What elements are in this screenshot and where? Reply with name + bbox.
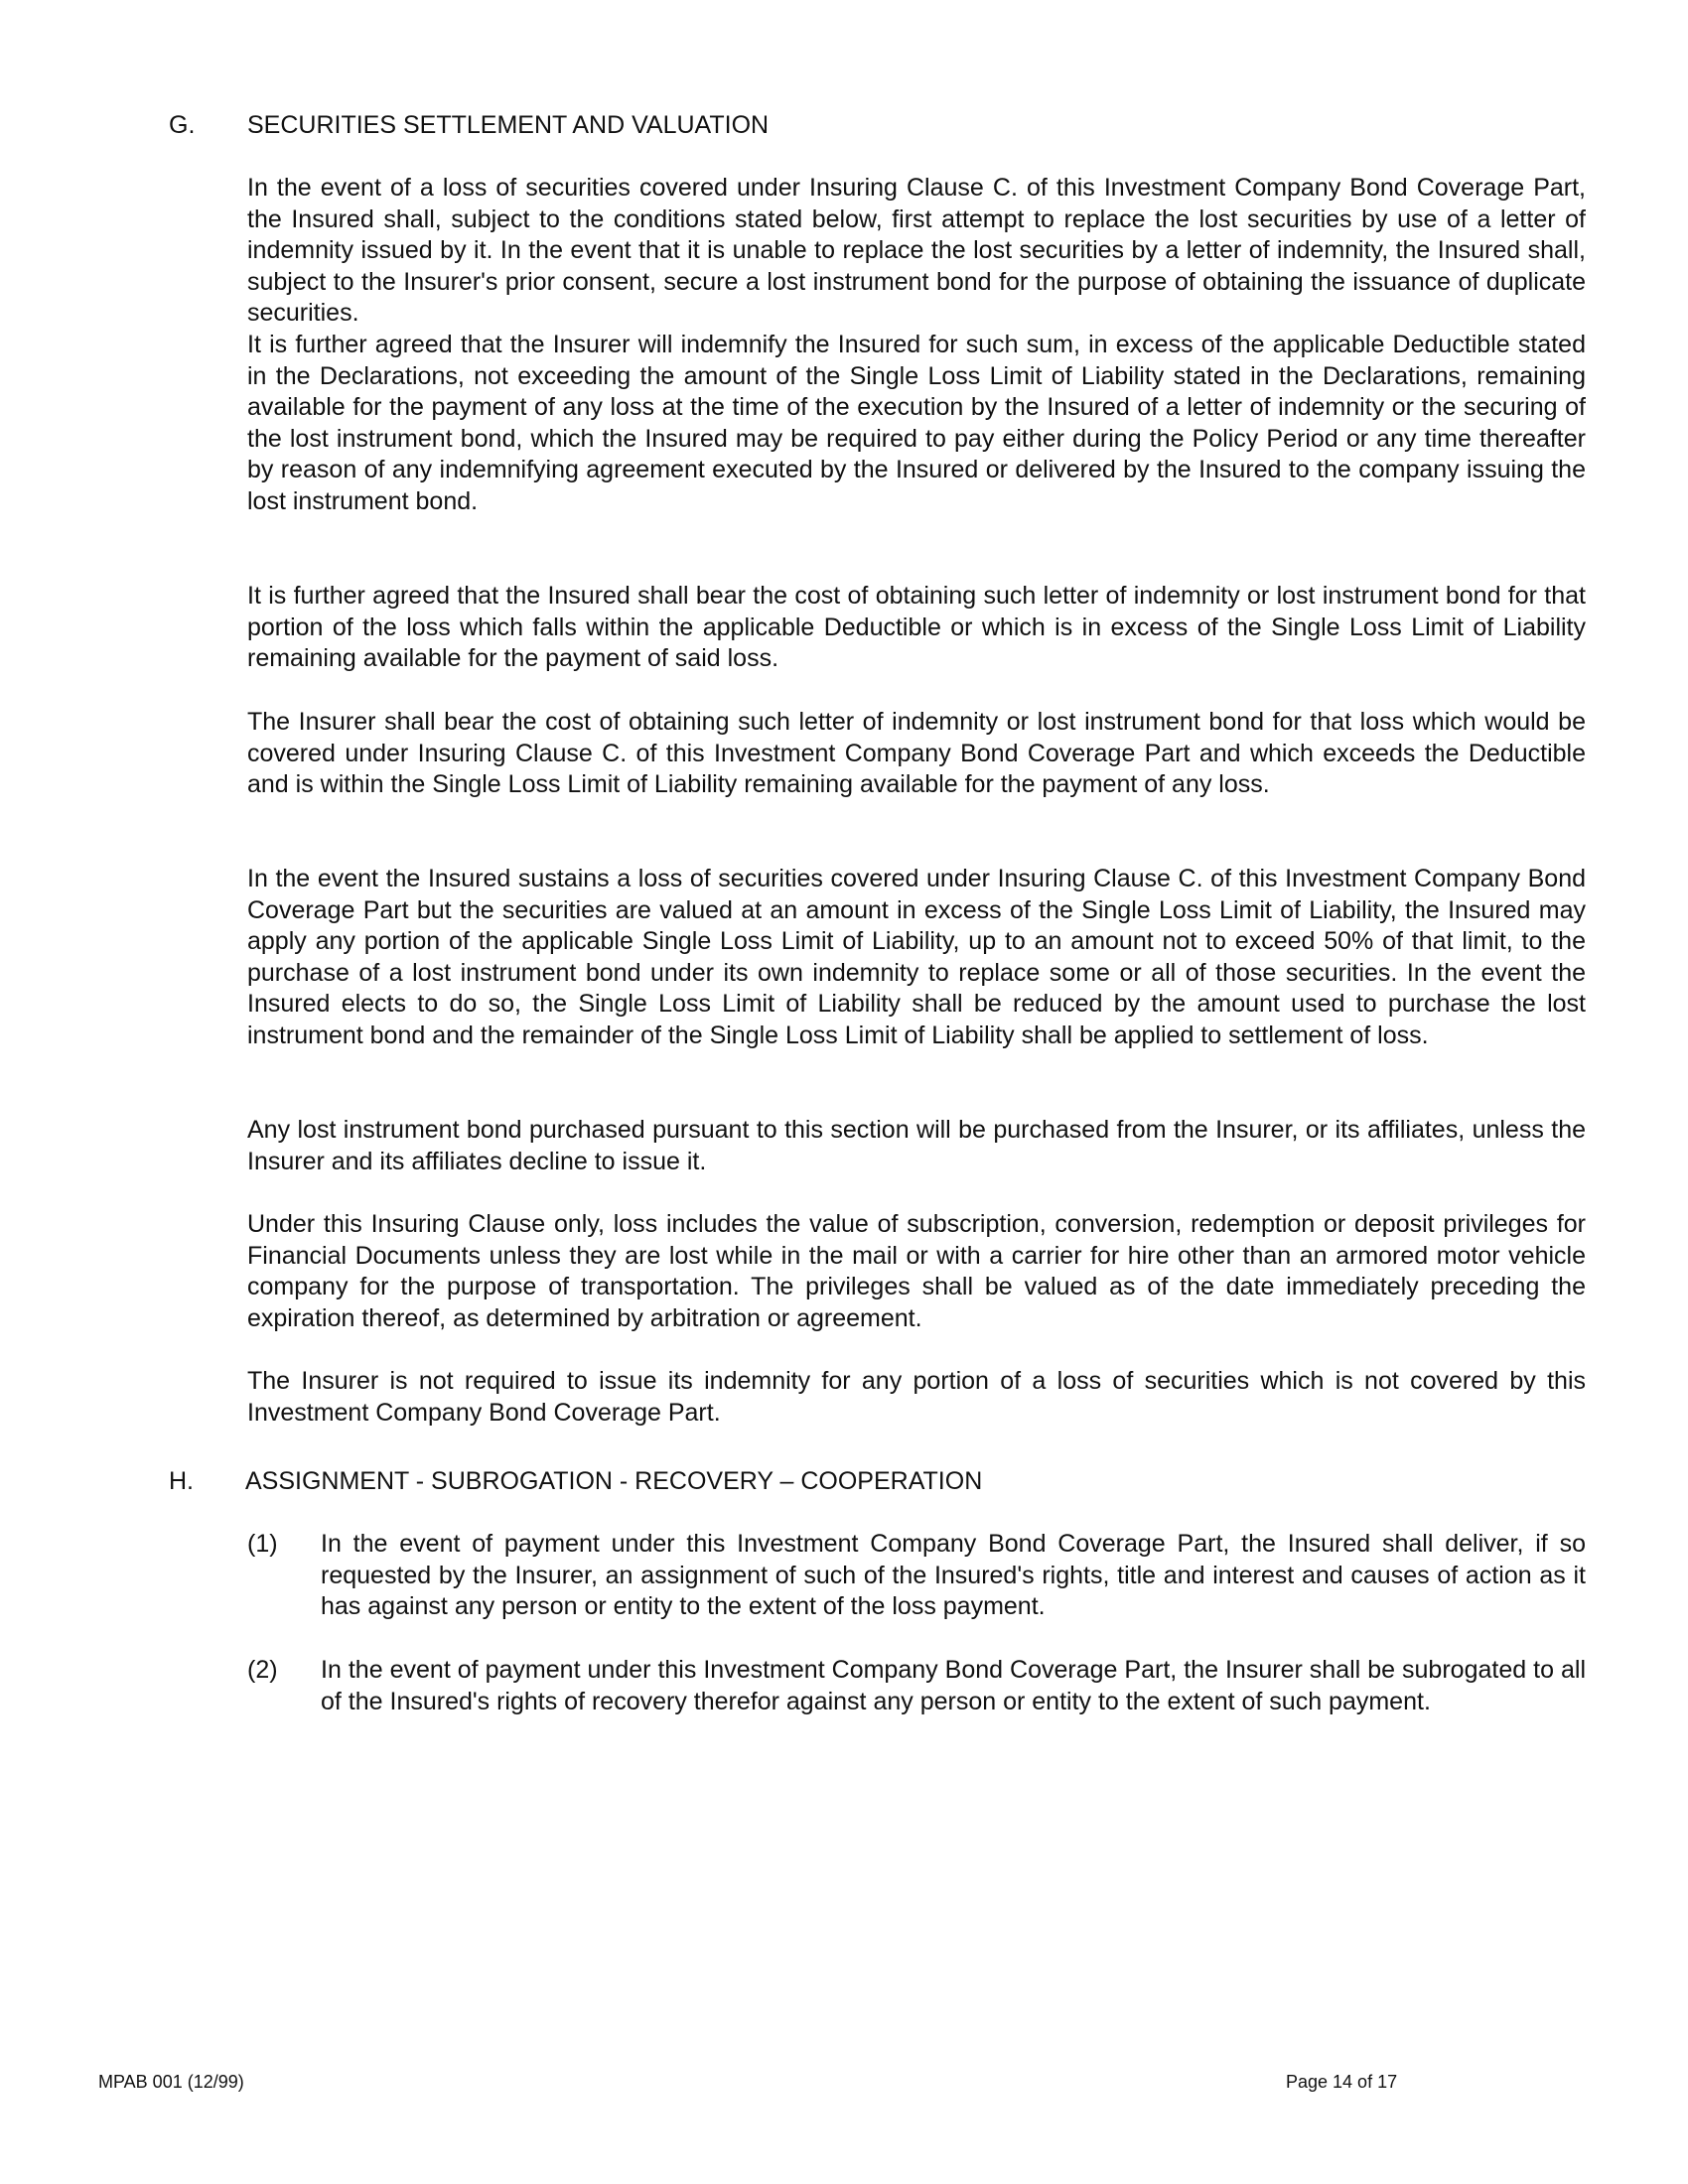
section-letter: G. xyxy=(169,111,196,139)
paragraph: It is further agreed that the Insurer will indemnify the Insured for such sum, in excess of the applicable Deductible stated in the Declarations, not exceeding the amount of the Single Loss Limit of Liability stated in the Declarations, remaining available for the payment of any loss at the time of the execution by the Insured of a letter of indemnity or the securing of the lost instrument bond, which the Insured may be required to pay either during the Policy Period or any time thereafter by reason of any indemnifying agreement executed by the Insured or delivered by the Insured to the company issuing the lost instrument bond. xyxy=(247,331,1586,515)
form-id: MPAB 001 (12/99) xyxy=(98,2072,244,2092)
paragraph: It is further agreed that the Insured shall bear the cost of obtaining such letter of indemnity or lost instrument bond for that portion of the loss which falls within the applicable Deductible or which is in excess of the Single Loss Limit of Liability remaining available for the payment of said loss. xyxy=(247,582,1586,673)
item-text: In the event of payment under this Investment Company Bond Coverage Part, the Insurer shall be subrogated to all of the Insured's rights of recovery therefor against any person or entity to the extent of such payment. xyxy=(321,1656,1586,1715)
paragraph: In the event the Insured sustains a loss of securities covered under Insuring Clause C. of this Investment Company Bond Coverage Part but the securities are valued at an amount in excess of the Single Loss Limit of Liability, the Insured may apply any portion of the applicable Single Loss Limit of Liability, up to an amount not to exceed 50% of that limit, to the purchase of a lost instrument bond under its own indemnity to replace some or all of those securities. In the event the Insured elects to do so, the Single Loss Limit of Liability shall be reduced by the amount used to purchase the lost instrument bond and the remainder of the Single Loss Limit of Liability shall be applied to settlement of loss. xyxy=(247,865,1586,1049)
item-number: (1) xyxy=(247,1530,278,1558)
numbered-item xyxy=(247,1529,1586,1623)
paragraph: The Insurer shall bear the cost of obtaining such letter of indemnity or lost instrument bond for that loss which would be covered under Insuring Clause C. of this Investment Company Bond Coverage Part and which exceeds the Deductible and is within the Single Loss Limit of Liability remaining available for the payment of any loss. xyxy=(247,708,1586,799)
item-text: In the event of payment under this Investment Company Bond Coverage Part, the Insured shall deliver, if so requested by the Insurer, an assignment of such of the Insured's rights, title and interest and causes of action as it has against any person or entity to the extent of the loss payment. xyxy=(321,1530,1586,1621)
paragraph: Under this Insuring Clause only, loss includes the value of subscription, conversion, redemption or deposit privileges for Financial Documents unless they are lost while in the mail or with a carrier for hire other than an armored motor vehicle company for the purpose of transportation. The privileges shall be valued as of the date immediately preceding the expiration thereof, as determined by arbitration or agreement. xyxy=(247,1210,1586,1332)
paragraph: In the event of a loss of securities covered under Insuring Clause C. of this Investment Company Bond Coverage Part, the Insured shall, subject to the conditions stated below, first attempt to replace the lost securities by use of a letter of indemnity issued by it. In the event that it is unable to replace the lost securities by a letter of indemnity, the Insured shall, subject to the Insurer's prior consent, secure a lost instrument bond for the purpose of obtaining the issuance of duplicate securities. xyxy=(247,174,1586,328)
section-title: ASSIGNMENT - SUBROGATION - RECOVERY – COOPERATION xyxy=(245,1467,983,1495)
paragraph: The Insurer is not required to issue its indemnity for any portion of a loss of securities which is not covered by this Investment Company Bond Coverage Part. xyxy=(247,1367,1586,1427)
item-number: (2) xyxy=(247,1656,278,1684)
section-letter: H. xyxy=(169,1467,194,1495)
paragraph: Any lost instrument bond purchased pursuant to this section will be purchased from the Insurer, or its affiliates, unless the Insurer and its affiliates decline to issue it. xyxy=(247,1116,1586,1175)
section-title: SECURITIES SETTLEMENT AND VALUATION xyxy=(247,111,770,139)
page-number: Page 14 of 17 xyxy=(1286,2072,1398,2092)
numbered-item xyxy=(247,1655,1586,1717)
